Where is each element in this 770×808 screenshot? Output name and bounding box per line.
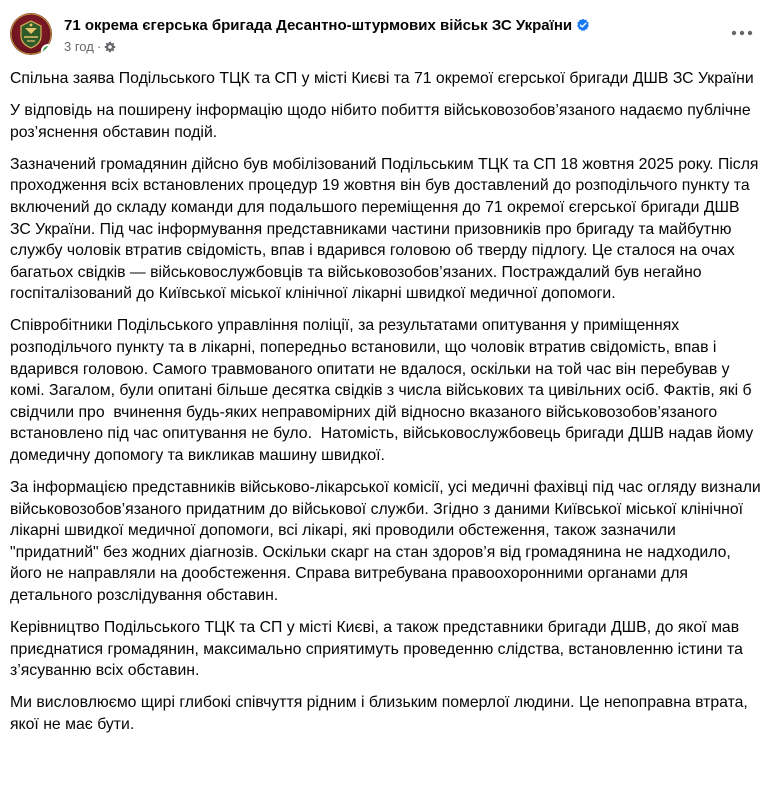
post-paragraph: Керівництво Подільського ТЦК та СП у місті Києві, а також представники бригади ДШВ, до якої мав приєднатися громадянин, максимально сприятимуть проведенню слідства, встановленню істини та з’ясуванню всіх обставин. xyxy=(10,619,748,680)
post-paragraph: У відповідь на поширену інформацію щодо нібито побиття військовозобов’язаного надаємо публічне роз’яснення обставин подій. xyxy=(10,102,756,141)
more-horizontal-icon xyxy=(731,30,753,36)
post-meta xyxy=(64,39,116,56)
page-avatar[interactable] xyxy=(10,13,52,55)
post-paragraph-title: Спільна заява Подільського ТЦК та СП у місті Києві та 71 окремої єгерської бригади ДШВ ЗС України xyxy=(10,70,754,87)
post-paragraph: Співробітники Подільського управління поліції, за результатами опитування у приміщеннях розподільчого пункту та в лікарні, попередньо встановили, що чоловік втратив свідомість, впав і вдарився головою. Самого травмованого опитати не вдалося, оскільки на той час він перебував у комі. Загалом, були опитані більше десятка свідків з числа військових та цивільних осіб. Фактів, які б свідчили про вчинення будь-яких неправомірних дій відносно вказаного військовозобов’язаного встановлено під час опитування не було. Натомість, військовослужбовець бригади ДШВ надав йому домедичну допомогу та викликав машину швидкої. xyxy=(10,317,758,464)
post-header xyxy=(10,13,760,59)
verified-badge-icon xyxy=(576,18,590,36)
post-paragraph: Зазначений громадянин дійсно був мобілізований Подільським ТЦК та СП 18 жовтня 2025 року. Після проходження всіх встановлених процедур 19 жовтня він був доставлений до розподільчого пункту та включений до складу команди для подальшого переміщення до 71 окремої єгерської бригади ДШВ ЗС України. Під час інформування представниками частини призовників про бригаду та майбутню службу чоловік втратив свідомість, впав і вдарився головою об тверду підлогу. Це сталося на очах багатьох свідків — військовослужбовців та військовозобов’язаних. Постраждалий був негайно госпіталізований до Київської міської клінічної лікарні швидкої медичної допомоги. xyxy=(10,155,763,303)
meta-separator: · xyxy=(96,39,102,54)
online-status-dot xyxy=(41,44,52,55)
gear-icon[interactable] xyxy=(104,41,116,56)
post-body xyxy=(10,68,764,746)
page-name-text[interactable]: 71 окрема єгерська бригада Десантно-штурмових військ ЗС України xyxy=(64,17,573,34)
page-name-link[interactable] xyxy=(64,17,590,36)
post-timestamp[interactable]: 3 год xyxy=(64,39,94,54)
post-paragraph: Ми висловлюємо щирі глибокі співчуття рідним і близьким померлої людини. Це непоправна втрата, якої не має бути. xyxy=(10,694,753,734)
post-paragraph: За інформацією представників військово-лікарської комісії, усі медичні фахівці під час огляду визнали військовозобов’язаного придатним до військової служби. Згідно з даними Київської міської клінічної лікарні швидкої медичної допомоги, всі лікарі, які проводили обстеження, також зазначили "придатний" без жодних діагнозів. Оскільки скарг на стан здоров’я від громадянина не надходило, його не направляли на дообстеження. Справа витребувана правоохоронними органами для детального розслідування обставин. xyxy=(10,479,766,605)
more-options-button[interactable] xyxy=(724,19,760,47)
